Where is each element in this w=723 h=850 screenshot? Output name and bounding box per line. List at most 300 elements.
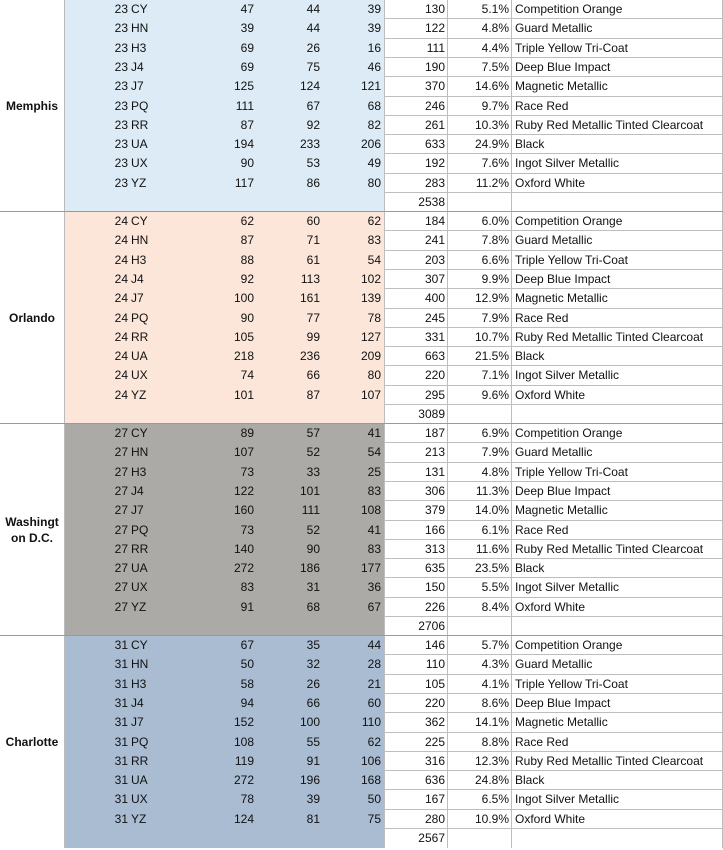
cell-sum: 635 [424, 561, 445, 576]
cell-color: Ruby Red Metallic Tinted Clearcoat [515, 329, 704, 344]
table-row [0, 655, 723, 674]
cell-c: 80 [367, 175, 381, 190]
table-row [0, 675, 723, 694]
cell-b: 39 [306, 792, 320, 807]
cell-color: Guard Metallic [515, 21, 593, 36]
cell-color: Black [515, 137, 545, 152]
table-row [0, 463, 723, 482]
cell-c: 62 [367, 214, 381, 228]
cell-pct: 14.6% [474, 79, 509, 94]
cell-c: 168 [360, 773, 381, 788]
cell-pct: 11.6% [475, 541, 509, 556]
cell-code: J4 [131, 59, 144, 74]
column-divider [384, 424, 385, 636]
cell-b: 75 [306, 59, 320, 74]
cell-code: HN [131, 657, 149, 672]
cell-sum: 307 [424, 271, 445, 286]
table-row [0, 77, 723, 96]
cell-a: 73 [240, 464, 254, 479]
cell-color: Deep Blue Impact [515, 695, 611, 710]
cell-color: Competition Orange [515, 638, 623, 652]
cell-a: 67 [240, 638, 254, 652]
cell-code: PQ [131, 310, 149, 325]
column-divider [384, 636, 385, 848]
cell-color: Oxford White [515, 175, 586, 190]
cell-b: 67 [306, 98, 320, 113]
cell-code: HN [131, 445, 149, 460]
cell-color: Race Red [515, 310, 569, 325]
table-row [0, 174, 723, 193]
cell-code: J7 [131, 503, 144, 518]
cell-id: 27 [114, 445, 128, 460]
cell-id: 27 [114, 464, 128, 479]
cell-sum: 131 [424, 464, 445, 479]
table-row [0, 713, 723, 732]
cell-a: 101 [233, 387, 254, 402]
cell-c: 60 [367, 695, 381, 710]
cell-b: 87 [306, 387, 320, 402]
cell-pct: 8.8% [481, 734, 509, 749]
cell-id: 27 [114, 599, 128, 614]
cell-b: 60 [306, 214, 320, 228]
cell-b: 68 [306, 599, 320, 614]
cell-sum: 241 [424, 233, 445, 248]
cell-pct: 6.0% [481, 214, 509, 228]
cell-b: 71 [306, 233, 320, 248]
cell-sum: 110 [425, 657, 445, 672]
cell-color: Black [515, 773, 545, 788]
cell-color: Race Red [515, 98, 569, 113]
cell-pct: 7.9% [481, 310, 509, 325]
cell-c: 127 [360, 329, 381, 344]
cell-code: UX [131, 792, 148, 807]
cell-id: 27 [114, 426, 128, 440]
cell-id: 31 [114, 753, 128, 768]
cell-id: 31 [114, 676, 128, 691]
cell-code: H3 [131, 464, 147, 479]
cell-color: Ingot Silver Metallic [515, 156, 620, 171]
cell-id: 27 [114, 541, 128, 556]
cell-id: 31 [114, 773, 128, 788]
cell-code: YZ [131, 387, 147, 402]
cell-c: 78 [367, 310, 381, 325]
table-row [0, 501, 723, 520]
cell-pct: 6.6% [481, 252, 509, 267]
table-row [0, 694, 723, 713]
cell-a: 69 [240, 59, 254, 74]
cell-b: 32 [306, 657, 320, 672]
cell-color: Competition Orange [515, 214, 623, 228]
cell-id: 23 [114, 98, 128, 113]
cell-sum: 636 [424, 773, 445, 788]
cell-a: 122 [233, 483, 254, 498]
total-row [0, 193, 723, 212]
cell-sum: 184 [424, 214, 445, 228]
cell-id: 23 [114, 79, 128, 94]
cell-sum: 280 [424, 811, 445, 826]
cell-c: 54 [367, 252, 381, 267]
cell-b: 86 [306, 175, 320, 190]
cell-b: 66 [306, 368, 320, 383]
city-label: Charlotte [0, 636, 65, 848]
cell-color: Oxford White [515, 599, 586, 614]
cell-color: Ingot Silver Metallic [515, 368, 620, 383]
cell-c: 83 [367, 233, 381, 248]
cell-c: 54 [367, 445, 381, 460]
cell-sum: 283 [424, 175, 445, 190]
cell-code: UX [131, 156, 148, 171]
cell-c: 36 [367, 580, 381, 595]
cell-a: 69 [240, 40, 254, 55]
cell-id: 31 [114, 811, 128, 826]
cell-c: 106 [360, 753, 381, 768]
cell-color: Oxford White [515, 387, 586, 402]
cell-color: Black [515, 561, 545, 576]
column-divider [511, 212, 512, 424]
cell-id: 23 [114, 175, 128, 190]
cell-sum: 190 [424, 59, 445, 74]
cell-pct: 11.2% [475, 175, 509, 190]
cell-c: 41 [367, 426, 381, 440]
table-row [0, 289, 723, 308]
cell-color: Race Red [515, 734, 569, 749]
column-divider [447, 636, 448, 848]
cell-id: 24 [114, 214, 128, 228]
cell-sum: 226 [424, 599, 445, 614]
cell-sum: 187 [424, 426, 445, 440]
cell-a: 272 [233, 773, 254, 788]
cell-b: 44 [306, 2, 320, 16]
cell-b: 61 [306, 252, 320, 267]
cell-pct: 6.9% [481, 426, 509, 440]
city-group [0, 636, 723, 848]
cell-pct: 21.5% [474, 349, 509, 364]
city-group [0, 212, 723, 424]
cell-c: 67 [367, 599, 381, 614]
table-row [0, 251, 723, 270]
cell-code: CY [131, 426, 148, 440]
cell-sum: 261 [424, 117, 445, 132]
group-total: 2567 [418, 831, 445, 845]
cell-color: Magnetic Metallic [515, 291, 608, 306]
cell-id: 24 [114, 291, 128, 306]
cell-a: 125 [233, 79, 254, 94]
cell-color: Ruby Red Metallic Tinted Clearcoat [515, 541, 704, 556]
cell-b: 35 [306, 638, 320, 652]
cell-code: YZ [131, 811, 147, 826]
cell-code: H3 [131, 40, 147, 55]
cell-a: 218 [233, 349, 254, 364]
cell-pct: 12.3% [474, 753, 509, 768]
cell-color: Deep Blue Impact [515, 271, 611, 286]
cell-pct: 7.5% [481, 59, 509, 74]
cell-color: Competition Orange [515, 426, 623, 440]
cell-id: 24 [114, 271, 128, 286]
table-row [0, 97, 723, 116]
cell-a: 92 [240, 271, 254, 286]
cell-pct: 7.8% [481, 233, 509, 248]
cell-pct: 10.9% [474, 811, 509, 826]
cell-c: 107 [360, 387, 381, 402]
cell-sum: 220 [424, 695, 445, 710]
cell-color: Triple Yellow Tri-Coat [515, 676, 628, 691]
cell-c: 83 [367, 541, 381, 556]
cell-c: 44 [367, 638, 381, 652]
cell-code: J7 [131, 715, 144, 730]
cell-a: 117 [234, 175, 254, 190]
cell-c: 82 [367, 117, 381, 132]
cell-code: YZ [131, 175, 147, 190]
cell-a: 100 [233, 291, 254, 306]
cell-id: 23 [114, 21, 128, 36]
cell-sum: 225 [424, 734, 445, 749]
cell-sum: 316 [424, 753, 445, 768]
cell-id: 27 [114, 483, 128, 498]
cell-code: HN [131, 233, 149, 248]
cell-c: 68 [367, 98, 381, 113]
cell-color: Oxford White [515, 811, 586, 826]
cell-color: Guard Metallic [515, 233, 593, 248]
cell-pct: 10.3% [474, 117, 509, 132]
cell-sum: 370 [424, 79, 445, 94]
cell-sum: 167 [424, 792, 445, 807]
cell-color: Black [515, 349, 545, 364]
cell-b: 196 [299, 773, 320, 788]
cell-sum: 166 [424, 522, 445, 537]
cell-code: J4 [131, 695, 144, 710]
table-row [0, 309, 723, 328]
cell-b: 52 [306, 522, 320, 537]
cell-pct: 6.5% [481, 792, 509, 807]
cell-pct: 7.6% [481, 156, 509, 171]
cell-color: Magnetic Metallic [515, 715, 608, 730]
cell-b: 77 [306, 310, 320, 325]
cell-pct: 8.6% [481, 695, 509, 710]
cell-a: 58 [240, 676, 254, 691]
group-separator [0, 635, 723, 636]
cell-pct: 8.4% [481, 599, 509, 614]
cell-color: Guard Metallic [515, 445, 593, 460]
cell-id: 27 [114, 561, 128, 576]
table-row [0, 771, 723, 790]
column-divider [511, 424, 512, 636]
cell-color: Triple Yellow Tri-Coat [515, 40, 628, 55]
cell-id: 31 [114, 638, 128, 652]
cell-sum: 192 [424, 156, 445, 171]
cell-c: 25 [367, 464, 381, 479]
cell-sum: 122 [424, 21, 445, 36]
cell-a: 74 [240, 368, 254, 383]
cell-b: 100 [299, 715, 320, 730]
column-divider [384, 0, 385, 212]
cell-pct: 11.3% [475, 483, 509, 498]
cell-id: 24 [114, 252, 128, 267]
cell-a: 87 [240, 117, 254, 132]
cell-code: RR [131, 329, 149, 344]
cell-code: CY [131, 638, 148, 652]
cell-c: 108 [360, 503, 381, 518]
table-row [0, 598, 723, 617]
cell-id: 24 [114, 349, 128, 364]
table-row [0, 154, 723, 173]
cell-pct: 4.3% [481, 657, 509, 672]
table-row [0, 790, 723, 809]
cell-id: 31 [114, 657, 128, 672]
total-row [0, 405, 723, 424]
cell-sum: 246 [424, 98, 445, 113]
cell-pct: 23.5% [474, 561, 509, 576]
cell-a: 73 [240, 522, 254, 537]
cell-color: Deep Blue Impact [515, 59, 611, 74]
cell-sum: 130 [424, 2, 445, 16]
cell-c: 83 [367, 483, 381, 498]
cell-pct: 12.9% [474, 291, 509, 306]
cell-pct: 7.9% [481, 445, 509, 460]
table-row [0, 116, 723, 135]
cell-id: 27 [114, 522, 128, 537]
cell-b: 233 [299, 137, 320, 152]
cell-code: RR [131, 541, 149, 556]
table-row [0, 39, 723, 58]
cell-code: YZ [131, 599, 147, 614]
cell-a: 78 [240, 792, 254, 807]
cell-id: 31 [114, 695, 128, 710]
cell-a: 108 [233, 734, 254, 749]
cell-a: 111 [235, 98, 254, 113]
table-row [0, 752, 723, 771]
cell-pct: 14.1% [474, 715, 509, 730]
cell-c: 49 [367, 156, 381, 171]
cell-b: 57 [306, 426, 320, 440]
cell-b: 44 [306, 21, 320, 36]
cell-pct: 7.1% [481, 368, 509, 383]
cell-id: 31 [114, 715, 128, 730]
cell-pct: 5.1% [481, 2, 509, 16]
cell-code: UX [131, 580, 148, 595]
table-row [0, 135, 723, 154]
cell-b: 113 [300, 271, 320, 286]
cell-c: 110 [361, 715, 381, 730]
cell-code: J4 [131, 483, 144, 498]
cell-color: Magnetic Metallic [515, 79, 608, 94]
cell-c: 177 [360, 561, 381, 576]
cell-color: Deep Blue Impact [515, 483, 611, 498]
cell-pct: 14.0% [474, 503, 509, 518]
cell-c: 62 [367, 734, 381, 749]
cell-c: 102 [360, 271, 381, 286]
cell-a: 160 [233, 503, 254, 518]
cell-pct: 4.8% [481, 464, 509, 479]
cell-id: 23 [114, 59, 128, 74]
cell-pct: 24.8% [474, 773, 509, 788]
cell-b: 101 [299, 483, 320, 498]
cell-sum: 379 [424, 503, 445, 518]
column-divider [447, 0, 448, 212]
cell-code: PQ [131, 522, 149, 537]
cell-code: RR [131, 117, 149, 132]
cell-color: Ingot Silver Metallic [515, 580, 620, 595]
cell-b: 52 [306, 445, 320, 460]
cell-pct: 24.9% [474, 137, 509, 152]
cell-b: 124 [299, 79, 320, 94]
cell-code: UA [131, 561, 148, 576]
group-separator [0, 211, 723, 212]
table-row [0, 270, 723, 289]
cell-sum: 295 [424, 387, 445, 402]
cell-c: 41 [367, 522, 381, 537]
table-row [0, 578, 723, 597]
cell-id: 24 [114, 310, 128, 325]
cell-code: RR [131, 753, 149, 768]
cell-id: 31 [114, 792, 128, 807]
cell-color: Ingot Silver Metallic [515, 792, 620, 807]
cell-a: 105 [233, 329, 254, 344]
cell-c: 50 [367, 792, 381, 807]
cell-sum: 663 [424, 349, 445, 364]
cell-b: 236 [299, 349, 320, 364]
cell-code: UA [131, 773, 148, 788]
cell-pct: 9.6% [481, 387, 509, 402]
table-row [0, 443, 723, 462]
table-row [0, 328, 723, 347]
cell-a: 39 [240, 21, 254, 36]
cell-id: 31 [114, 734, 128, 749]
cell-c: 75 [367, 811, 381, 826]
cell-color: Triple Yellow Tri-Coat [515, 252, 628, 267]
cell-id: 23 [114, 40, 128, 55]
column-divider [447, 424, 448, 636]
cell-code: HN [131, 21, 149, 36]
cell-b: 99 [306, 329, 320, 344]
cell-sum: 313 [424, 541, 445, 556]
column-divider [511, 636, 512, 848]
cell-id: 23 [114, 117, 128, 132]
cell-pct: 6.1% [481, 522, 509, 537]
cell-b: 55 [306, 734, 320, 749]
city-group [0, 424, 723, 636]
cell-pct: 4.4% [481, 40, 509, 55]
cell-sum: 213 [424, 445, 445, 460]
table-row [0, 810, 723, 829]
table-row [0, 0, 723, 19]
cell-pct: 9.7% [481, 98, 509, 113]
column-divider [447, 212, 448, 424]
table-row [0, 231, 723, 250]
table-row [0, 58, 723, 77]
cell-b: 161 [299, 291, 320, 306]
cell-sum: 111 [426, 40, 445, 55]
cell-a: 194 [233, 137, 254, 152]
cell-b: 26 [306, 40, 320, 55]
city-label: Washingt on D.C. [0, 424, 65, 636]
cell-id: 24 [114, 368, 128, 383]
cell-code: UA [131, 137, 148, 152]
cell-a: 87 [240, 233, 254, 248]
cell-sum: 150 [424, 580, 445, 595]
table-row [0, 212, 723, 231]
cell-color: Triple Yellow Tri-Coat [515, 464, 628, 479]
table-row [0, 482, 723, 501]
cell-c: 80 [367, 368, 381, 383]
cell-code: PQ [131, 734, 149, 749]
cell-code: CY [131, 2, 148, 16]
cell-a: 47 [240, 2, 254, 16]
cell-color: Competition Orange [515, 2, 623, 16]
group-total: 2706 [418, 619, 445, 633]
cell-pct: 4.8% [481, 21, 509, 36]
cell-code: UA [131, 349, 148, 364]
table-row [0, 19, 723, 38]
